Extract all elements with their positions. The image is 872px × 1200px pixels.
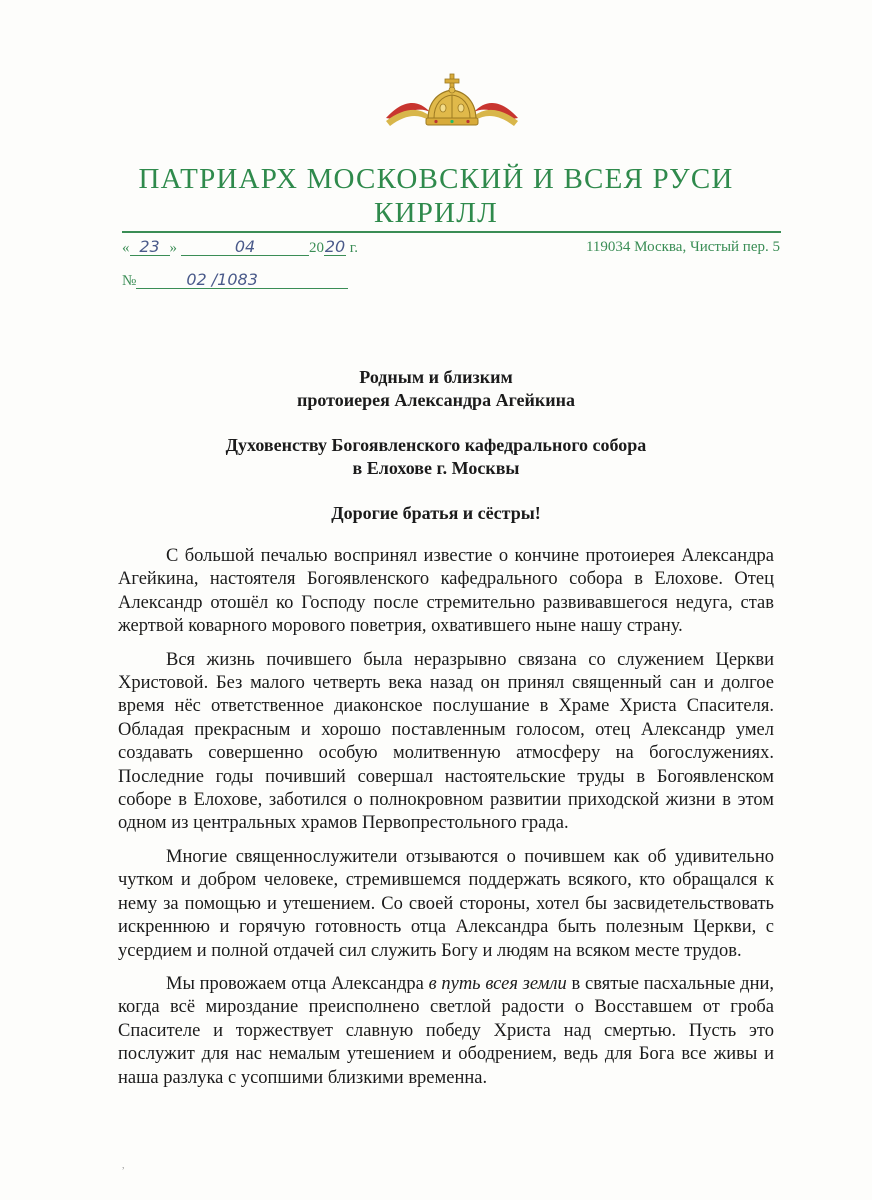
salutation: Дорогие братья и сёстры! <box>331 503 541 523</box>
margin-mark: , <box>122 1160 125 1171</box>
body-paragraph-2: Вся жизнь почившего была неразрывно связана со служением Церкви Христовой. Без малого четверть века назад он принял священный сан и долгое время нёс ответственное диаконское послушание в Храме Христа Спасителя. Обладая прекрасным и хорошо поставленным голосом, отец Александр умел создавать совершенно особую молитвенную атмосферу на богослужениях. Последние годы почивший совершал настоятельские труды в Богоявленском соборе в Елохове, заботился о полнокровном развитии приходской жизни в этом одном из центральных храмов Первопрестольного града. <box>118 649 774 834</box>
reference-number-field <box>122 272 348 290</box>
addressee-block-1 <box>0 366 872 412</box>
addressee-block-2 <box>0 434 872 480</box>
date-day: 23 <box>130 239 170 256</box>
letterhead-name: КИРИЛЛ <box>374 197 498 229</box>
addressee-2-line-2: в Елохове г. Москвы <box>352 458 520 478</box>
office-address: 119034 Москва, Чистый пер. 5 <box>585 239 780 255</box>
letter-body <box>118 545 774 1100</box>
year-prefix: 20 <box>309 240 324 256</box>
letterhead-rule <box>122 231 781 233</box>
patriarch-crown-emblem-icon <box>384 68 520 132</box>
body-paragraph-3: Многие священнослужители отзываются о почившем как об удивительно чутком и добром человеке, стремившемся поддержать всякого, кто обращался к нему за помощью и утешением. Со своей стороны, хотел бы засвидетельствовать искреннюю и горячую готовность отца Александра быть полезным Церкви, с усердием и полной отдачей сил служить Богу и людям на всяком месте трудов. <box>118 846 774 961</box>
body-paragraph-1: С большой печалью воспринял известие о кончине протоиерея Александра Агейкина, настоятеля Богоявленского кафедрального собора в Елохове. Отец Александр отошёл ко Господу после стремительно развивавшегося недуга, став жертвой коварного морового поветрия, охватившего ныне нашу страну. <box>118 546 774 637</box>
addressee-1-line-1: Родным и близким <box>359 367 513 387</box>
addressee-1-line-2: протоиерея Александра Агейкина <box>297 390 575 410</box>
number-label: № <box>122 273 137 289</box>
paragraph-4-start: Мы провожаем отца Александра <box>166 973 429 994</box>
letterhead <box>0 162 872 230</box>
number-value: 02 /1083 <box>136 272 348 289</box>
date-field <box>122 239 358 257</box>
year-unit: г. <box>349 240 358 256</box>
year-suffix: 20 <box>324 237 346 256</box>
body-paragraph-4 <box>118 973 774 1090</box>
paragraph-4-end: в святые пасхальные дни, когда всё мироздание преисполнено светлой радости о Восставшем от гроба Спасителе и торжествует славную победу Христа над смертью. Пусть это послужит для нас немалым утешением и ободрением, ведь для Бога все живы и наша разлука с усопшими близкими временна. <box>118 973 774 1088</box>
date-month: 04 <box>181 239 309 256</box>
paragraph-4-quote: в путь всея земли <box>428 973 567 994</box>
date-quote-close: » <box>169 240 177 256</box>
date-quote-open: « <box>122 240 130 256</box>
letterhead-title: ПАТРИАРХ МОСКОВСКИЙ И ВСЕЯ РУСИ <box>138 163 734 195</box>
addressee-2-line-1: Духовенству Богоявленского кафедрального собора <box>225 435 647 455</box>
